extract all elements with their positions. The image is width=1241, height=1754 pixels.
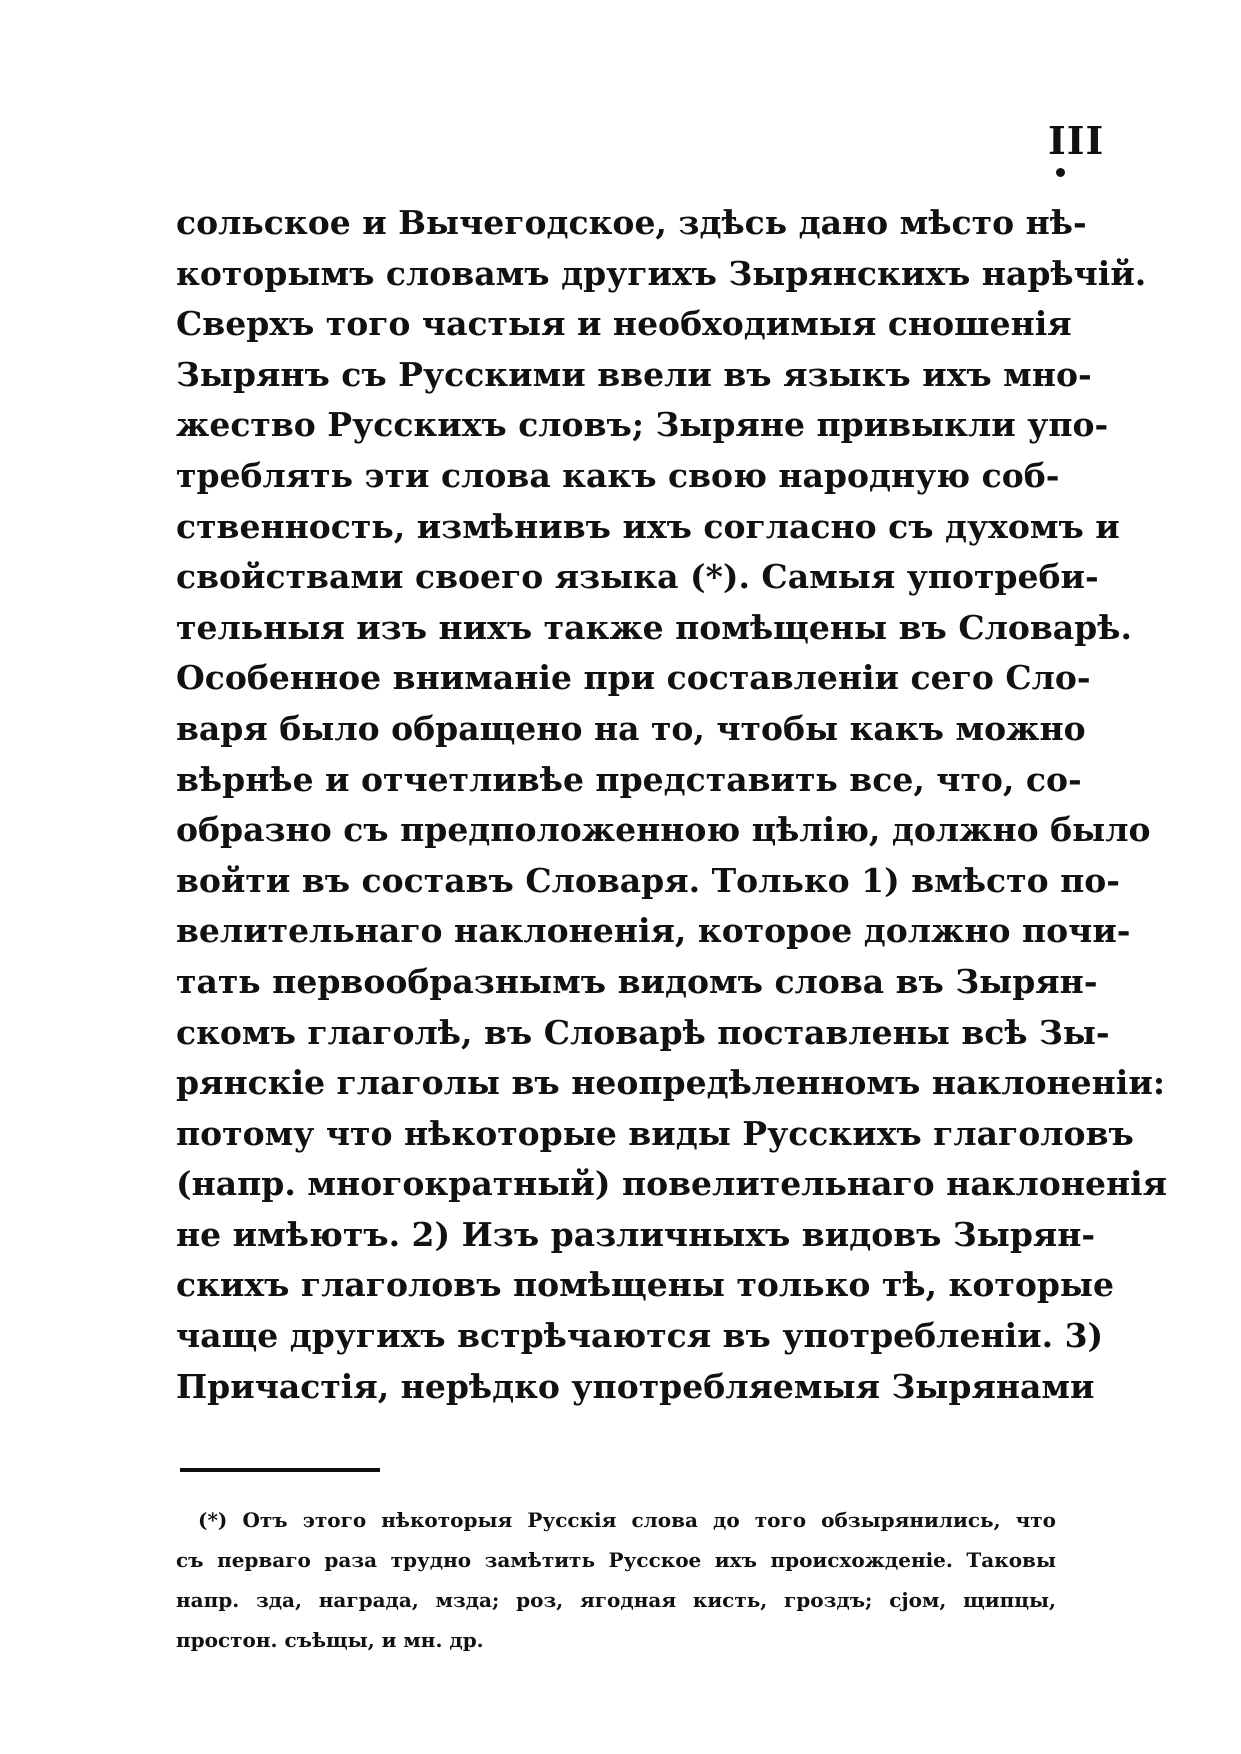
body-line: чаще другихъ встрѣчаются въ употребленіи. 3) [176, 1316, 1104, 1356]
body-line: тельныя изъ нихъ также помѣщены въ Словарѣ. [176, 607, 1132, 647]
body-line: свойствами своего языка (*). Самыя употреби- [176, 557, 1099, 597]
page-number: III [1048, 118, 1105, 163]
footnote-line: (*) Отъ этого нѣкоторыя Русскія слова до того обзырянились, что [198, 1508, 1056, 1532]
body-line: тать первообразнымъ видомъ слова въ Зырян- [176, 961, 1098, 1001]
body-line: Причастія, нерѣдко употребляемыя Зырянами [176, 1366, 1095, 1406]
footnote-rule [180, 1468, 380, 1472]
body-line: ственность, измѣнивъ ихъ согласно съ духомъ и [176, 506, 1120, 546]
body-line: (напр. многократный) повелительнаго наклоненія [176, 1164, 1168, 1204]
body-line: скомъ глаголѣ, въ Словарѣ поставлены всѣ Зы- [176, 1012, 1110, 1052]
body-line: Зырянъ съ Русскими ввели въ языкъ ихъ мно- [176, 354, 1092, 394]
body-line: жество Русскихъ словъ; Зыряне привыкли упо- [176, 405, 1109, 445]
footnote [176, 1500, 1056, 1660]
body-line: вѣрнѣе и отчетливѣе представить все, что, со- [176, 759, 1082, 799]
body-line: варя было обращено на то, чтобы какъ можно [176, 708, 1086, 748]
body-line: скихъ глаголовъ помѣщены только тѣ, которые [176, 1265, 1114, 1305]
body-line: велительнаго наклоненія, которое должно почи- [176, 911, 1131, 951]
body-text [176, 198, 1168, 1412]
body-line: не имѣютъ. 2) Изъ различныхъ видовъ Зырян- [176, 1214, 1096, 1254]
body-line: войти въ составъ Словаря. Только 1) вмѣсто по- [176, 860, 1120, 900]
footnote-line: простон. съѣщы, и мн. др. [176, 1628, 484, 1652]
body-line: Сверхъ того частыя и необходимыя сношенія [176, 304, 1072, 344]
body-line: потому что нѣкоторые виды Русскихъ глаголовъ [176, 1113, 1134, 1153]
body-line: образно съ предположенною цѣлію, должно было [176, 810, 1151, 850]
body-line: которымъ словамъ другихъ Зырянскихъ нарѣчій. [176, 253, 1147, 293]
body-line: рянскіе глаголы въ неопредѣленномъ наклоненіи: [176, 1063, 1166, 1103]
body-line: треблять эти слова какъ свою народную соб- [176, 455, 1060, 495]
footnote-line: напр. зда, награда, мзда; роз, ягодная кисть, гроздъ; сјом, щипцы, [176, 1588, 1056, 1612]
body-line: сольское и Вычегодское, здѣсь дано мѣсто нѣ- [176, 203, 1087, 242]
footnote-line: съ перваго раза трудно замѣтить Русское ихъ происхожденіе. Таковы [176, 1548, 1056, 1572]
page-number-dot [1056, 168, 1065, 177]
body-line: Особенное вниманіе при составленіи сего Сло- [176, 658, 1091, 698]
